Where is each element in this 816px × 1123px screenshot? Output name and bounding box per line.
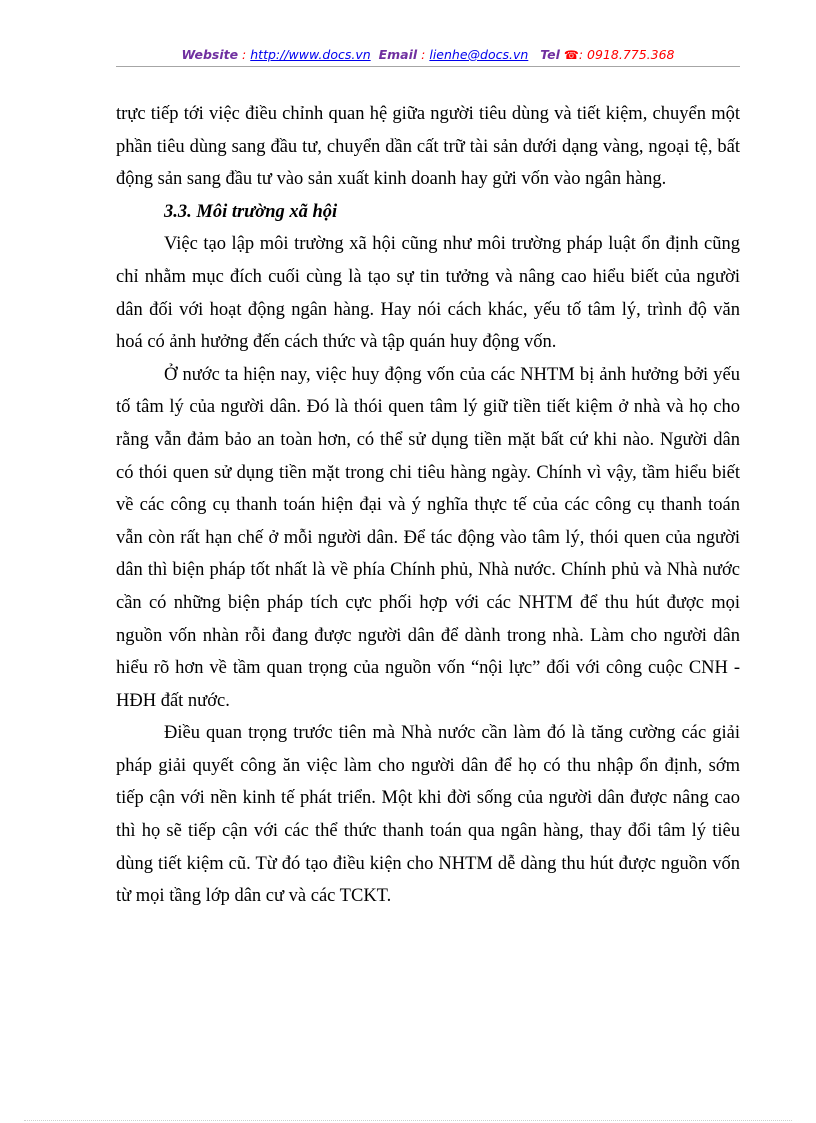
header-divider [116,66,740,67]
website-label: Website [181,47,239,62]
paragraph: Việc tạo lập môi trường xã hội cũng như môi trường pháp luật ổn định cũng chỉ nhằm mục đích cuối cùng là tạo sự tin tưởng và nâng cao hiểu biết của người dân đối với hoạt động ngân hàng. Hay nói cách khác, yếu tố tâm lý, trình độ văn hoá có ảnh hưởng đến cách thức và tập quán huy động vốn. [116,234,740,353]
tel-separator: : [578,47,588,62]
footer-divider [24,1120,792,1121]
phone-icon: ☎ [563,48,579,62]
email-link[interactable]: lienhe@docs.vn [429,47,529,62]
website-separator: : [238,47,251,62]
email-separator: : [417,47,430,62]
website-link[interactable]: http://www.docs.vn [250,47,371,62]
paragraph: Điều quan trọng trước tiên mà Nhà nước cần làm đó là tăng cường các giải pháp giải quyết công ăn việc làm cho người dân để họ có thu nhập ổn định, sớm tiếp cận với nền kinh tế phát triển. Một khi đời sống của người dân được nâng cao thì họ sẽ tiếp cận với các thể thức thanh toán qua ngân hàng, thay đổi tâm lý tiêu dùng tiết kiệm cũ. Từ đó tạo điều kiện cho NHTM dễ dàng thu hút được nguồn vốn từ mọi tầng lớp dân cư và các TCKT. [116,723,740,907]
email-label: Email [378,47,418,62]
tel-number: 0918.775.368 [587,47,675,62]
document-body [116,98,740,913]
paragraph: Ở nước ta hiện nay, việc huy động vốn của các NHTM bị ảnh hưởng bởi yếu tố tâm lý của người dân. Đó là thói quen tâm lý giữ tiền tiết kiệm ở nhà và họ cho rằng vẫn đảm bảo an toàn hơn, có thể sử dụng tiền mặt bất cứ khi nào. Người dân có thói quen sử dụng tiền mặt trong chi tiêu hàng ngày. Chính vì vậy, tầm hiểu biết về các công cụ thanh toán hiện đại và ý nghĩa thực tế của các công cụ thanh toán vẫn còn rất hạn chế ở mỗi người dân. Để tác động vào tâm lý, thói quen của người dân thì biện pháp tốt nhất là về phía Chính phủ, Nhà nước. Chính phủ và Nhà nước cần có những biện pháp tích cực phối hợp với các NHTM để thu hút được mọi nguồn vốn nhàn rỗi đang được người dân để dành trong nhà. Làm cho người dân hiểu rõ hơn về tầm quan trọng của nguồn vốn “nội lực” đối với công cuộc CNH - HĐH đất nước. [116,364,740,711]
paragraph-continuation: trực tiếp tới việc điều chỉnh quan hệ giữa người tiêu dùng và tiết kiệm, chuyển một phần tiêu dùng sang đầu tư, chuyển dần cất trữ tài sản dưới dạng vàng, ngoại tệ, bất động sản sang đầu tư vào sản xuất kinh doanh hay gửi vốn vào ngân hàng. [116,104,740,190]
page-header [116,46,740,64]
section-heading: 3.3. Môi trường xã hội [164,201,338,222]
tel-label: Tel [540,47,560,62]
